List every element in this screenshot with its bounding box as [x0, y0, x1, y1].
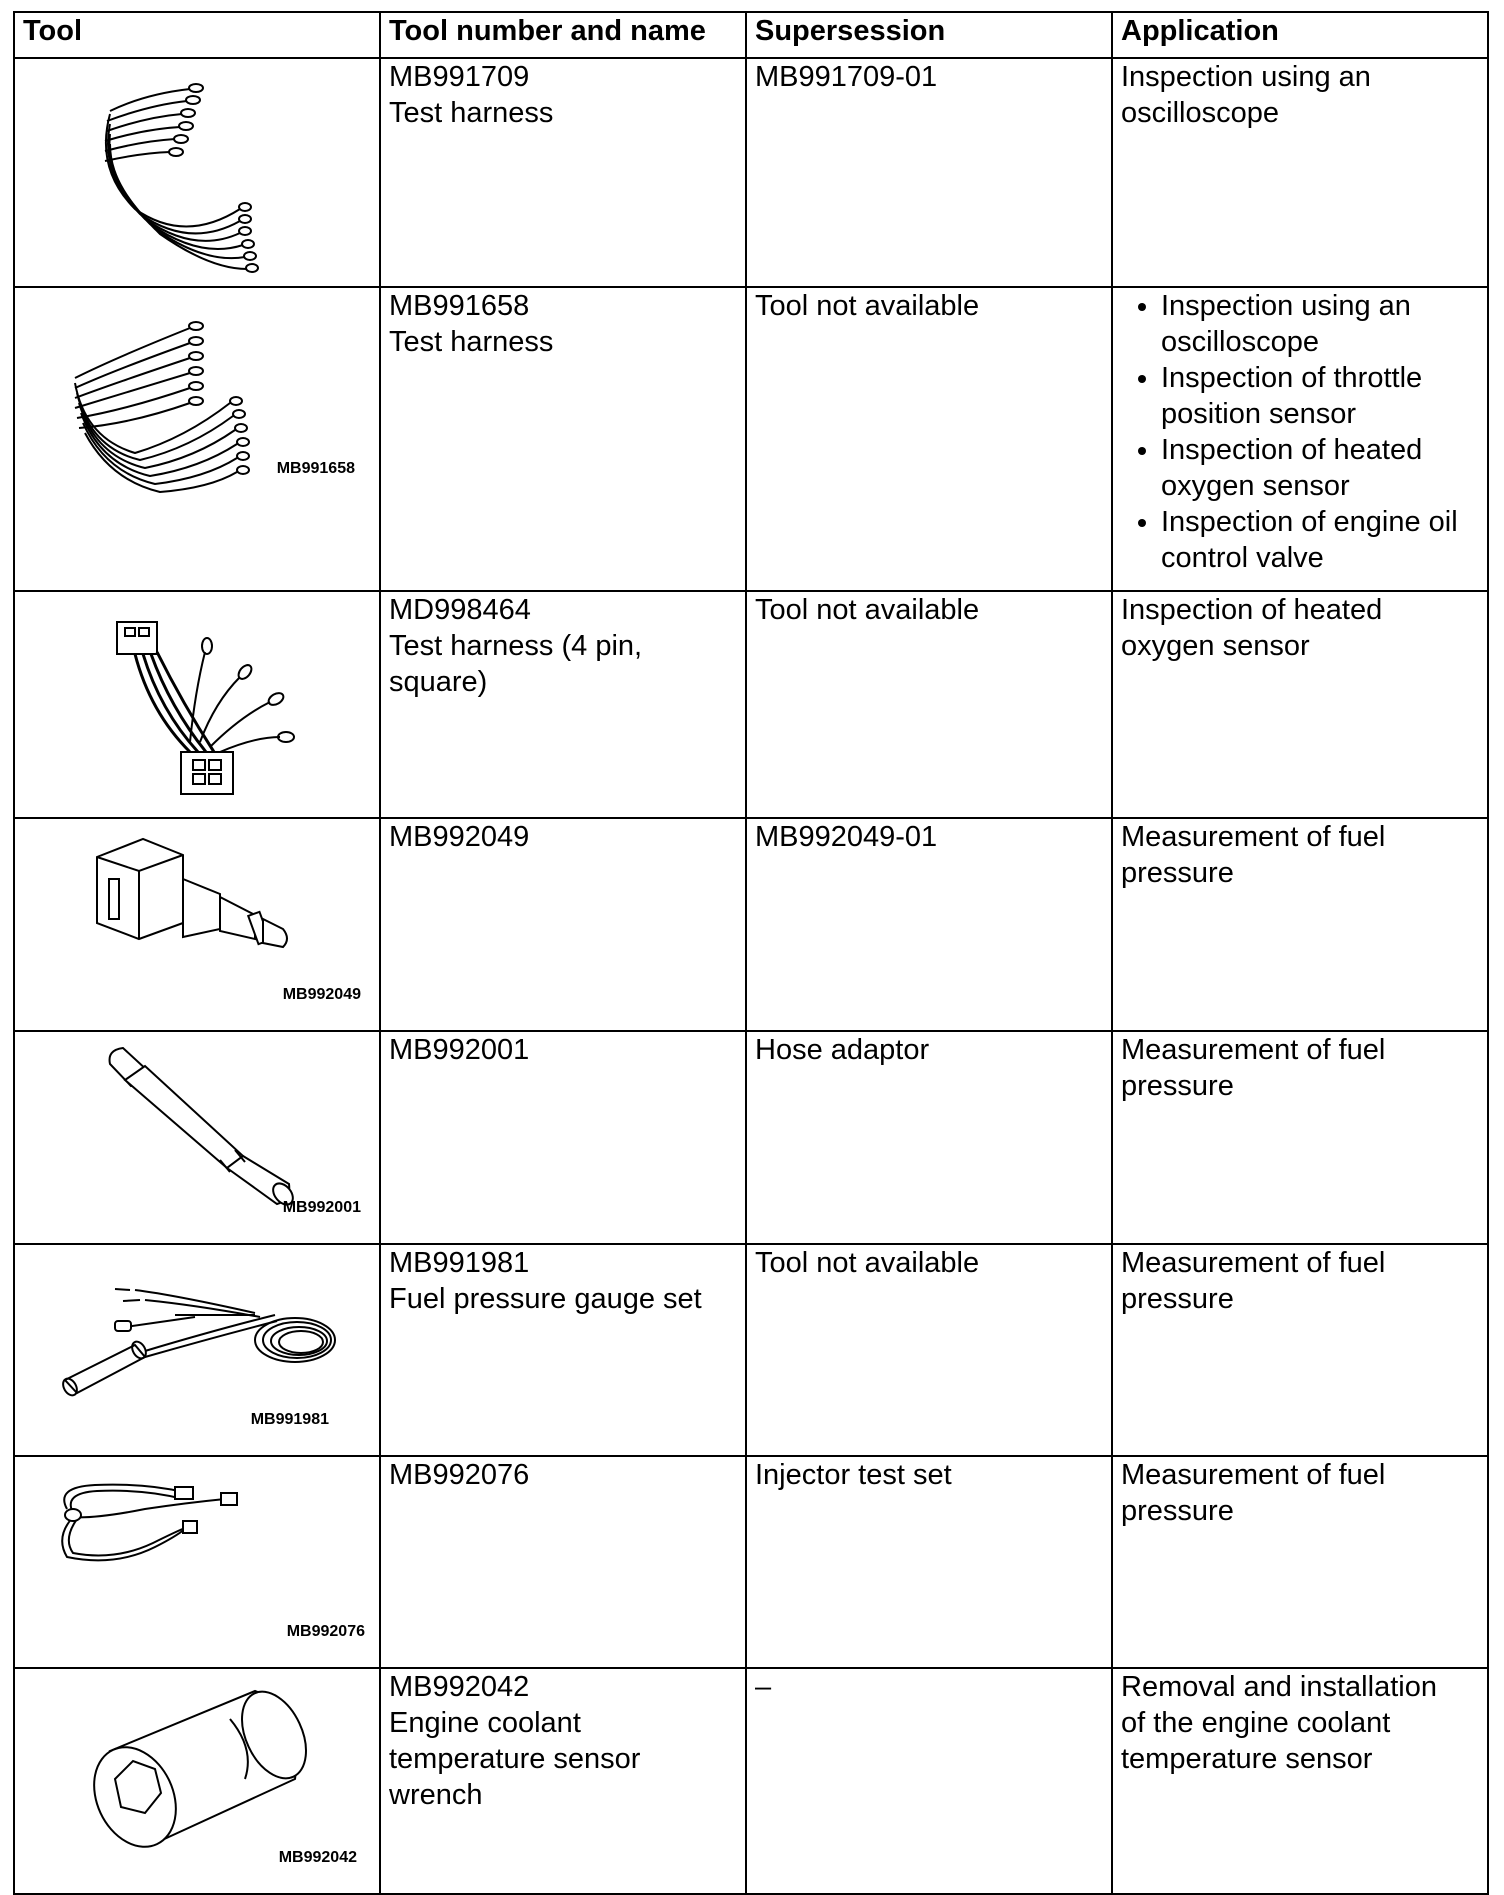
tool-image-cell — [14, 1244, 380, 1456]
supersession-cell — [746, 1031, 1112, 1244]
list-item: • Inspection of engine oil control valve — [1161, 504, 1479, 576]
supersession-value: Tool not available — [755, 1247, 980, 1279]
connector-harness-drawing-icon — [15, 592, 377, 815]
table-row — [14, 1668, 1488, 1894]
header-application: Application — [1112, 12, 1488, 58]
tool-number-name: MB992042 Engine coolant temperature sensor wrench — [389, 1671, 641, 1811]
tool-image-label: MB992042 — [278, 1849, 357, 1866]
tool-number-name: MB992076 — [389, 1459, 530, 1491]
special-tools-table — [13, 11, 1489, 1895]
tool-number-name: MB991709 Test harness — [389, 61, 554, 129]
tool-image-cell — [14, 287, 380, 591]
tool-number-name-cell — [380, 591, 746, 818]
tool-number-name: MB991658 Test harness — [389, 290, 554, 358]
test-harness-drawing-icon — [15, 59, 377, 284]
table-row — [14, 1244, 1488, 1456]
table-row — [14, 591, 1488, 818]
tool-image-cell — [14, 58, 380, 287]
header-tool-number-and-name: Tool number and name — [380, 12, 746, 58]
test-harness-drawing-icon — [15, 288, 377, 588]
header-supersession: Supersession — [746, 12, 1112, 58]
supersession-value: MB991709-01 — [755, 61, 938, 93]
application-cell — [1112, 58, 1488, 287]
tool-number-name: MB992001 — [389, 1034, 530, 1066]
tool-number-name-cell — [380, 1031, 746, 1244]
supersession-cell — [746, 1668, 1112, 1894]
application-value: Measurement of fuel pressure — [1121, 1247, 1386, 1315]
application-cell — [1112, 1456, 1488, 1668]
tool-number-name-cell — [380, 1244, 746, 1456]
list-item: • Inspection of throttle position sensor — [1161, 360, 1479, 432]
supersession-value: Injector test set — [755, 1459, 952, 1491]
supersession-value: – — [755, 1671, 772, 1703]
application-value: Measurement of fuel pressure — [1121, 821, 1386, 889]
tool-image-cell — [14, 1668, 380, 1894]
tool-image-label: MB992049 — [282, 986, 361, 1003]
tool-number-name-cell — [380, 287, 746, 591]
tool-number-name-cell — [380, 58, 746, 287]
table-row — [14, 58, 1488, 287]
supersession-cell — [746, 1244, 1112, 1456]
supersession-value: Hose adaptor — [755, 1034, 930, 1066]
tool-number-name: MB992049 — [389, 821, 530, 853]
application-cell — [1112, 591, 1488, 818]
supersession-cell — [746, 818, 1112, 1031]
supersession-value: Tool not available — [755, 594, 980, 626]
supersession-value: MB992049-01 — [755, 821, 938, 853]
application-cell — [1112, 1031, 1488, 1244]
table-row — [14, 818, 1488, 1031]
tool-image-cell — [14, 591, 380, 818]
list-item: • Inspection using an oscilloscope — [1161, 288, 1479, 360]
application-cell — [1112, 287, 1488, 591]
tool-image-label: MB991658 — [276, 460, 355, 477]
application-value: Inspection of heated oxygen sensor — [1121, 594, 1383, 662]
tool-number-name: MD998464 Test harness (4 pin, square) — [389, 594, 643, 698]
application-cell — [1112, 818, 1488, 1031]
tool-number-name-cell — [380, 818, 746, 1031]
tool-number-name-cell — [380, 1668, 746, 1894]
tool-image-label: MB991981 — [250, 1411, 329, 1428]
list-item: • Inspection of heated oxygen sensor — [1161, 432, 1479, 504]
tool-number-name: MB991981 Fuel pressure gauge set — [389, 1247, 702, 1315]
application-value: Measurement of fuel pressure — [1121, 1034, 1386, 1102]
application-cell — [1112, 1244, 1488, 1456]
supersession-cell — [746, 58, 1112, 287]
tool-number-name-cell — [380, 1456, 746, 1668]
application-value: Removal and installation of the engine coolant temperature sensor — [1121, 1671, 1437, 1775]
supersession-value: Tool not available — [755, 290, 980, 322]
application-list — [1113, 288, 1487, 576]
tool-image-label: MB992001 — [282, 1199, 361, 1216]
supersession-cell — [746, 1456, 1112, 1668]
tool-image-cell — [14, 1456, 380, 1668]
header-row — [14, 12, 1488, 58]
application-cell — [1112, 1668, 1488, 1894]
table-row — [14, 1031, 1488, 1244]
tool-image-label: MB992076 — [286, 1623, 365, 1640]
tool-image-cell — [14, 1031, 380, 1244]
tool-image-cell — [14, 818, 380, 1031]
table-row — [14, 287, 1488, 591]
application-value: Inspection using an oscilloscope — [1121, 61, 1371, 129]
table-row — [14, 1456, 1488, 1668]
header-tool: Tool — [14, 12, 380, 58]
application-value: Measurement of fuel pressure — [1121, 1459, 1386, 1527]
supersession-cell — [746, 287, 1112, 591]
supersession-cell — [746, 591, 1112, 818]
